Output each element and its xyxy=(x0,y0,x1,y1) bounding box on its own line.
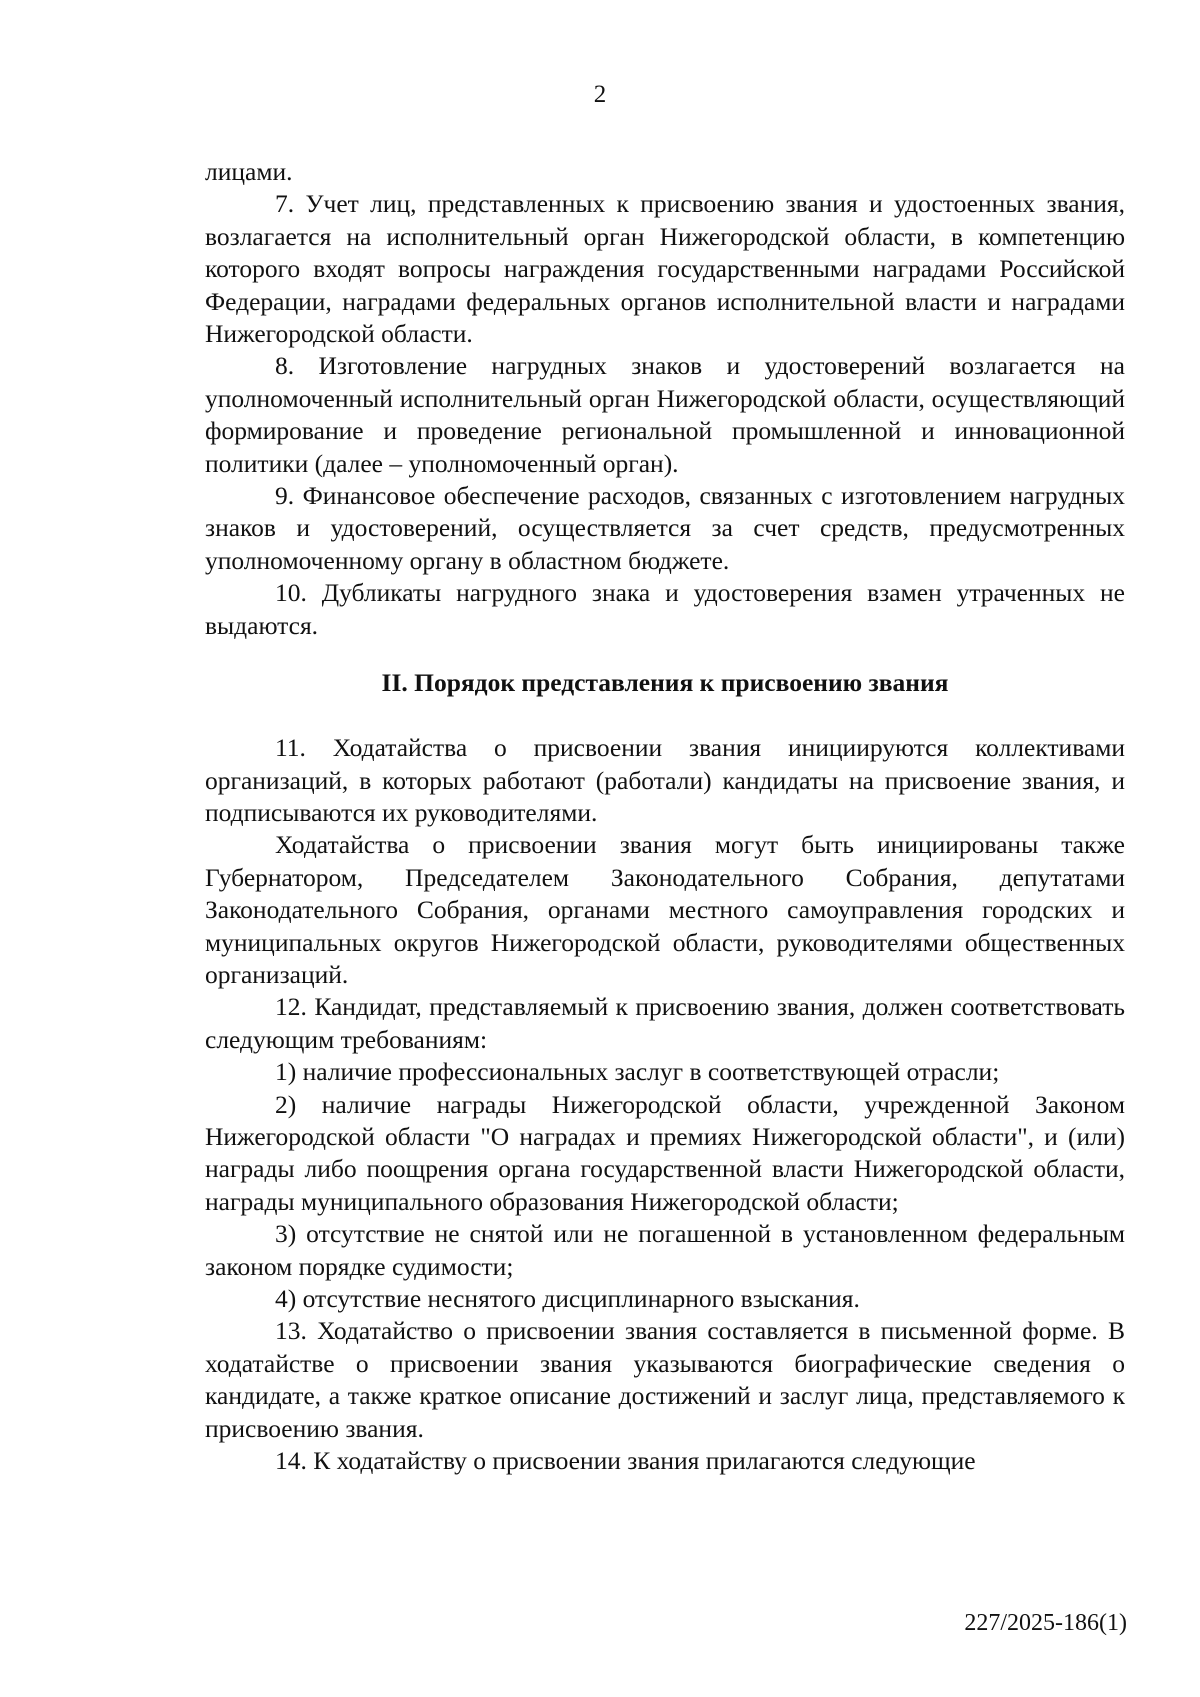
page-number: 2 xyxy=(593,81,607,108)
paragraph-item-11: 11. Ходатайства о присвоении звания инициируются коллективами организаций, в которых работают (работали) кандидаты на присвоение звания, и подписываются их руководителями. xyxy=(205,733,1125,827)
requirement-4: 4) отсутствие неснятого дисциплинарного взыскания. xyxy=(275,1284,860,1313)
paragraph-item-10: 10. Дубликаты нагрудного знака и удостоверения взамен утраченных не выдаются. xyxy=(205,578,1125,640)
document-number: 227/2025-186(1) xyxy=(964,1610,1127,1636)
paragraph-item-8: 8. Изготовление нагрудных знаков и удостоверений возлагается на уполномоченный исполнительный орган Нижегородской области, осуществляющий формирование и проведение региональной промышленной и инновационной политики (далее – уполномоченный орган). xyxy=(205,351,1125,478)
paragraph-item-13: 13. Ходатайство о присвоении звания составляется в письменной форме. В ходатайстве о присвоении звания указываются биографические сведения о кандидате, а также краткое описание достижений и заслуг лица, представляемого к присвоению звания. xyxy=(205,1316,1125,1443)
document-body xyxy=(205,156,1125,1477)
paragraph-item-9: 9. Финансовое обеспечение расходов, связанных с изготовлением нагрудных знаков и удостоверений, осуществляется за счет средств, предусмотренных уполномоченному органу в областном бюджете. xyxy=(205,481,1125,575)
paragraph-item-7: 7. Учет лиц, представленных к присвоению звания и удостоенных звания, возлагается на исполнительный орган Нижегородской области, в компетенцию которого входят вопросы награждения государственными наградами Российской Федерации, наградами федеральных органов исполнительной власти и наградами Нижегородской области. xyxy=(205,189,1125,349)
paragraph-item-11-continued: Ходатайства о присвоении звания могут быть инициированы также Губернатором, Председателем Законодательного Собрания, депутатами Законодательного Собрания, органами местного самоуправления городских и муниципальных округов Нижегородской области, руководителями общественных организаций. xyxy=(205,830,1125,989)
requirement-2: 2) наличие награды Нижегородской области, учрежденной Законом Нижегородской области "О наградах и премиях Нижегородской области", и (или) награды либо поощрения органа государственной власти Нижегородской области, награды муниципального образования Нижегородской области; xyxy=(205,1089,1125,1216)
requirement-3: 3) отсутствие не снятой или не погашенной в установленном федеральным законом порядке судимости; xyxy=(205,1219,1125,1281)
paragraph-item-12: 12. Кандидат, представляемый к присвоению звания, должен соответствовать следующим требованиям: xyxy=(205,992,1125,1054)
paragraph-continuation: лицами. xyxy=(205,157,293,186)
paragraph-item-14: 14. К ходатайству о присвоении звания прилагаются следующие xyxy=(275,1446,976,1476)
requirement-1: 1) наличие профессиональных заслуг в соответствующей отрасли; xyxy=(275,1057,1000,1087)
section-heading: II. Порядок представления к присвоению звания xyxy=(381,668,949,698)
